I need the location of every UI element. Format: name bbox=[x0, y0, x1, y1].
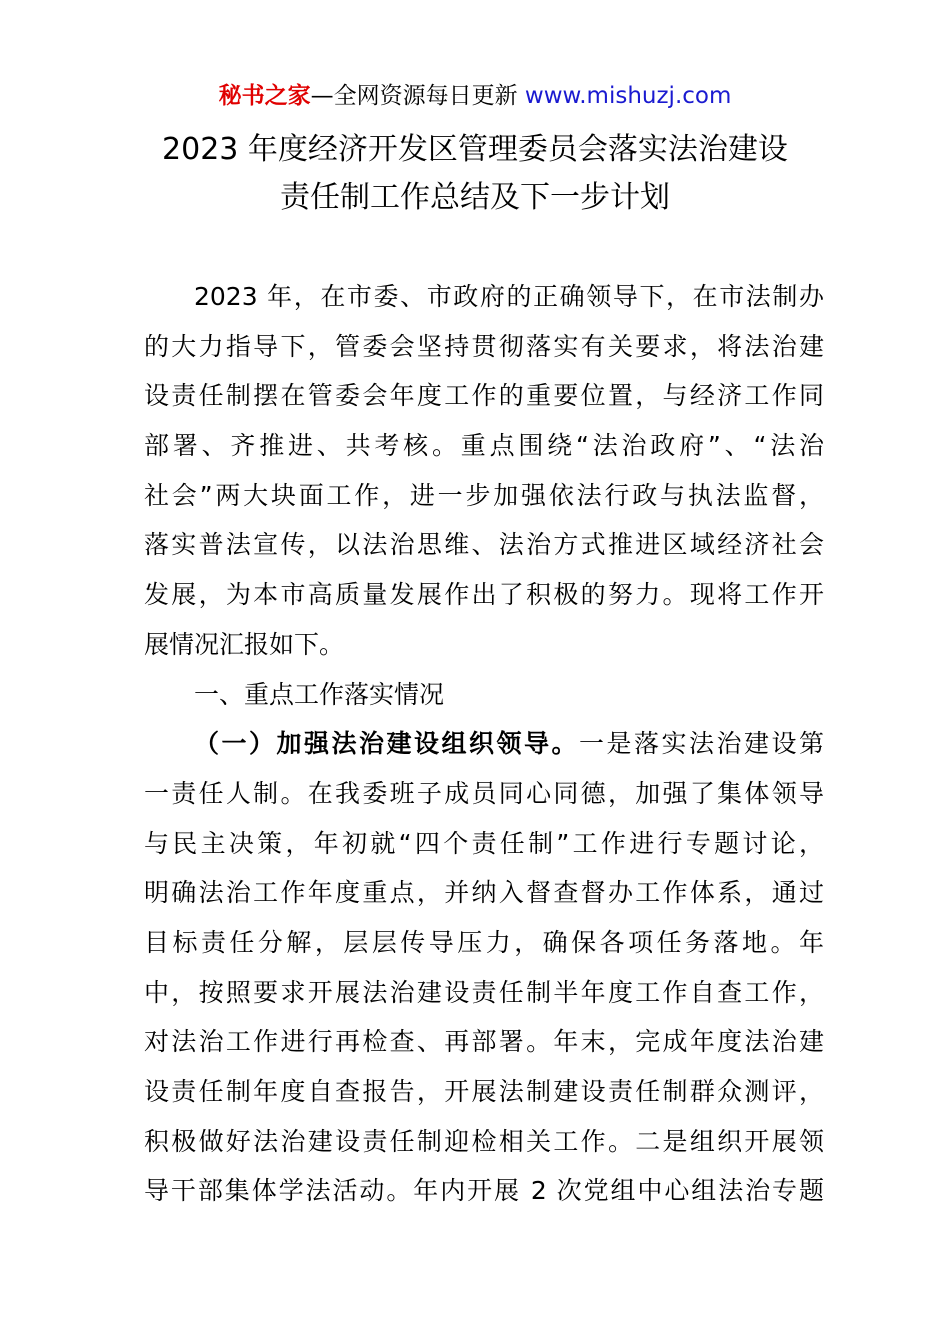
subsection-text: 一是落实法治建设第 bbox=[578, 729, 824, 759]
subsection-line bbox=[144, 719, 824, 769]
paragraph-line: 中，按照要求开展法治建设责任制半年度工作自查工作， bbox=[144, 977, 824, 1007]
paragraph-line: 社会”两大块面工作，进一步加强依法行政与执法监督， bbox=[144, 480, 824, 510]
paragraph-line: 部署、齐推进、共考核。重点围绕“法治政府”、“法治 bbox=[144, 431, 824, 461]
subsection-heading: （一）加强法治建设组织领导。 bbox=[194, 729, 579, 759]
title-line-2: 责任制工作总结及下一步计划 bbox=[280, 180, 670, 215]
title-line-1: 2023 年度经济开发区管理委员会落实法治建设 bbox=[162, 132, 788, 167]
paragraph-line: 积极做好法治建设责任制迎检相关工作。二是组织开展领 bbox=[144, 1126, 824, 1156]
paragraph-line: 2023 年，在市委、市政府的正确领导下，在市法制办 bbox=[194, 282, 824, 311]
paragraph-line: 的大力指导下，管委会坚持贯彻落实有关要求，将法治建 bbox=[144, 331, 824, 361]
paragraph-line: 展情况汇报如下。 bbox=[144, 629, 345, 659]
paragraph-line: 对法治工作进行再检查、再部署。年末，完成年度法治建 bbox=[144, 1027, 824, 1057]
paragraph-line: 设责任制年度自查报告，开展法制建设责任制群众测评， bbox=[144, 1077, 824, 1106]
site-banner bbox=[0, 80, 950, 112]
document-body bbox=[144, 272, 824, 1216]
site-url-link[interactable]: www.mishuzj.com bbox=[524, 83, 732, 109]
paragraph-line: 落实普法宣传，以法治思维、法治方式推进区域经济社会 bbox=[144, 530, 824, 560]
paragraph-line: 导干部集体学法活动。年内开展 2 次党组中心组法治专题 bbox=[144, 1176, 824, 1206]
paragraph-line: 与民主决策，年初就“四个责任制”工作进行专题讨论， bbox=[144, 828, 824, 858]
brand-name: 秘书之家 bbox=[218, 83, 311, 109]
paragraph-line: 一责任人制。在我委班子成员同心同德，加强了集体领导 bbox=[144, 778, 824, 808]
paragraph-line: 明确法治工作年度重点，并纳入督查督办工作体系，通过 bbox=[144, 878, 824, 908]
section-heading: 一、重点工作落实情况 bbox=[194, 679, 445, 709]
paragraph-line: 设责任制摆在管委会年度工作的重要位置，与经济工作同 bbox=[144, 381, 824, 411]
banner-tagline: —全网资源每日更新 bbox=[310, 83, 525, 109]
paragraph-line: 目标责任分解，层层传导压力，确保各项任务落地。年 bbox=[144, 927, 824, 957]
paragraph-line: 发展，为本市高质量发展作出了积极的努力。现将工作开 bbox=[144, 580, 824, 610]
document-title bbox=[0, 126, 950, 222]
